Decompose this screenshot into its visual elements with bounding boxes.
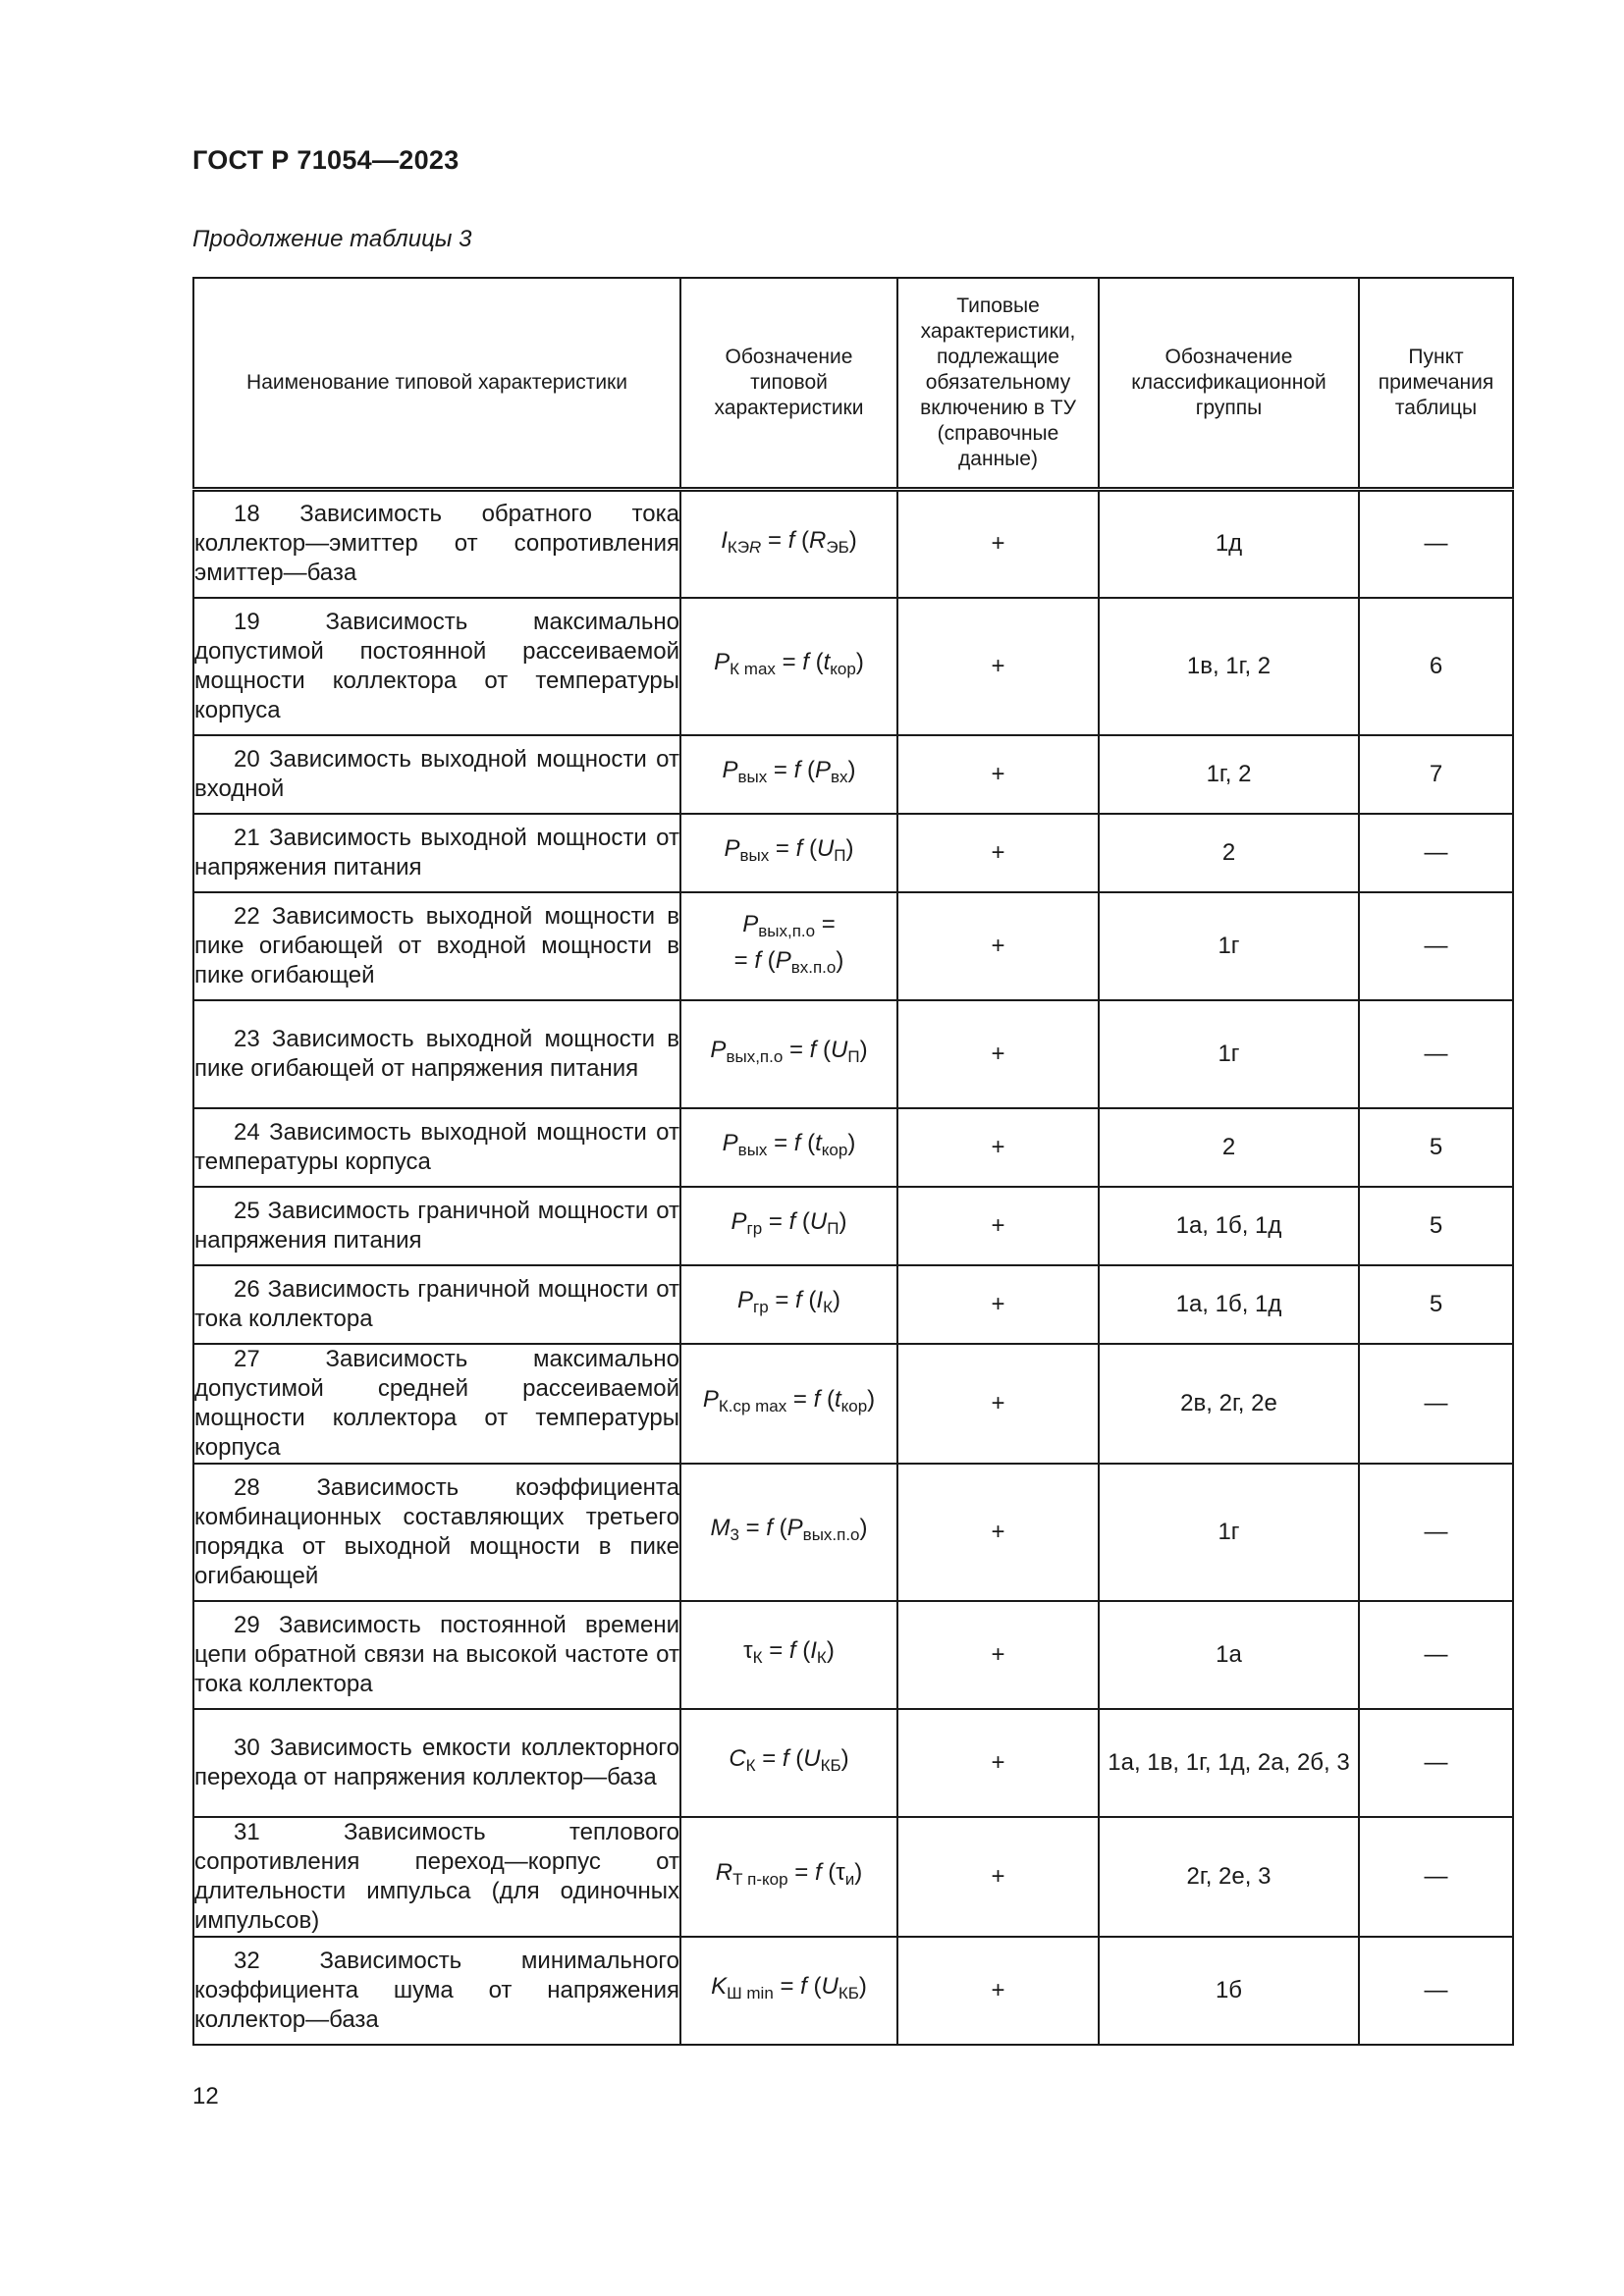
row-note-cell	[1359, 1187, 1513, 1265]
row-typical-cell	[897, 1709, 1099, 1817]
row-typical: +	[991, 1640, 1005, 1668]
table-row	[193, 598, 1513, 735]
table-row	[193, 1265, 1513, 1344]
row-name-cell	[193, 1601, 680, 1709]
row-designation-cell	[680, 1108, 897, 1187]
row-note: 7	[1429, 760, 1443, 787]
row-group-cell	[1099, 598, 1359, 735]
row-group: 1г	[1218, 932, 1240, 959]
row-name-cell	[193, 892, 680, 1000]
row-name-cell	[193, 598, 680, 735]
row-name-cell	[193, 1937, 680, 2045]
row-note: 5	[1429, 1290, 1443, 1317]
row-name: Зависимость минимального коэффициента шума от напряжения коллектор—база	[194, 1947, 680, 2033]
table-row	[193, 892, 1513, 1000]
row-designation-cell	[680, 1937, 897, 2045]
row-typical-cell	[897, 1265, 1099, 1344]
row-group: 2	[1221, 838, 1236, 866]
row-typical: +	[991, 760, 1005, 787]
row-group: 1г, 2	[1206, 760, 1252, 787]
row-name-cell	[193, 1817, 680, 1937]
characteristics-table	[192, 277, 1514, 2046]
row-group-cell	[1099, 814, 1359, 892]
row-number: 24	[234, 1118, 260, 1146]
row-name: Зависимость выходной мощности в пике огибающей от входной мощности в пике огибающей	[194, 902, 679, 988]
row-name-cell	[193, 490, 680, 598]
row-typical: +	[991, 1748, 1005, 1776]
row-number: 31	[234, 1818, 260, 1845]
row-designation-cell	[680, 1344, 897, 1464]
column-header-name: Наименование типовой характеристики	[193, 278, 680, 490]
row-typical: +	[991, 1133, 1005, 1160]
row-typical: +	[991, 1518, 1005, 1545]
row-typical-cell	[897, 1187, 1099, 1265]
row-designation: $P_{вых} = f$ $(P_{вх})$	[722, 757, 856, 786]
row-typical: +	[991, 838, 1005, 866]
row-note: —	[1424, 530, 1448, 558]
row-name: Зависимость постоянной времени цепи обратной связи на высокой частоте от тока коллектора	[194, 1611, 679, 1697]
row-note-cell	[1359, 1709, 1513, 1817]
row-group-cell	[1099, 1601, 1359, 1709]
row-note: —	[1424, 1389, 1448, 1416]
row-typical-cell	[897, 490, 1099, 598]
row-typical: +	[991, 652, 1005, 679]
row-group-cell	[1099, 1817, 1359, 1937]
row-name: Зависимость выходной мощности от температуры корпуса	[194, 1118, 679, 1175]
row-group-cell	[1099, 1187, 1359, 1265]
row-typical-cell	[897, 1344, 1099, 1464]
row-designation: $P_{вых,п.о}$ = = f $(P_{вх.п.о})$	[733, 910, 844, 977]
row-designation: $\tau_К = f$ $(I_К)$	[743, 1637, 835, 1667]
row-note: 5	[1429, 1133, 1443, 1160]
table-row	[193, 490, 1513, 598]
column-header-typical: Типовые характеристики, подлежащие обязательному включению в ТУ (справочные данные)	[897, 278, 1099, 490]
row-group-cell	[1099, 1709, 1359, 1817]
row-typical: +	[991, 530, 1005, 558]
row-note: —	[1424, 1040, 1448, 1067]
row-designation-cell	[680, 1000, 897, 1108]
row-group: 1г	[1218, 1040, 1240, 1067]
row-group: 1а	[1216, 1640, 1242, 1668]
row-designation-cell	[680, 1817, 897, 1937]
row-name: Зависимость граничной мощности от напряжения питания	[194, 1197, 680, 1254]
row-designation-cell	[680, 1709, 897, 1817]
row-note-cell	[1359, 1601, 1513, 1709]
row-group-cell	[1099, 1464, 1359, 1601]
row-note: —	[1424, 932, 1448, 959]
row-typical-cell	[897, 892, 1099, 1000]
row-note-cell	[1359, 1817, 1513, 1937]
row-name: Зависимость граничной мощности от тока коллектора	[194, 1275, 680, 1332]
table-row	[193, 814, 1513, 892]
row-typical: +	[991, 1976, 1005, 2003]
page-number: 12	[192, 2083, 219, 2109]
row-group: 1д	[1215, 530, 1243, 558]
row-group: 1а, 1б, 1д	[1175, 1211, 1282, 1239]
row-name-cell	[193, 1265, 680, 1344]
row-typical: +	[991, 932, 1005, 959]
row-designation: $P_{вых} = f$ $(U_П)$	[724, 835, 854, 865]
row-name: Зависимость максимально допустимой средней рассеиваемой мощности коллектора от температуры корпуса	[194, 1345, 679, 1461]
table-row	[193, 1937, 1513, 2045]
row-group: 1а, 1б, 1д	[1175, 1290, 1282, 1317]
row-name-cell	[193, 1108, 680, 1187]
row-designation: $R_{Т п-кор} = f$ $(\tau_и)$	[715, 1859, 863, 1889]
table-row	[193, 1464, 1513, 1601]
row-group-cell	[1099, 1000, 1359, 1108]
row-note: —	[1424, 838, 1448, 866]
row-designation-cell	[680, 1265, 897, 1344]
row-number: 27	[234, 1345, 260, 1372]
row-group: 2г, 2е, 3	[1186, 1862, 1272, 1890]
row-note-cell	[1359, 1464, 1513, 1601]
row-note-cell	[1359, 892, 1513, 1000]
row-number: 30	[234, 1734, 260, 1761]
row-note: 6	[1429, 652, 1443, 679]
row-name-cell	[193, 1709, 680, 1817]
row-note: —	[1424, 1862, 1448, 1890]
table-row	[193, 735, 1513, 814]
row-designation-cell	[680, 490, 897, 598]
row-number: 23	[234, 1025, 260, 1052]
row-group: 1г	[1218, 1518, 1240, 1545]
row-number: 21	[234, 824, 260, 851]
row-group: 1б	[1215, 1976, 1243, 2003]
row-typical: +	[991, 1290, 1005, 1317]
row-group-cell	[1099, 1265, 1359, 1344]
row-name: Зависимость выходной мощности от напряжения питания	[194, 824, 679, 881]
table-row	[193, 1601, 1513, 1709]
row-designation: $M_3 = f$ $(P_{вых.п.о})$	[710, 1515, 868, 1544]
table-header-row	[193, 278, 1513, 490]
row-group-cell	[1099, 735, 1359, 814]
row-designation: $P_{К.ср max} = f$ $(t_{кор})$	[702, 1386, 876, 1415]
row-typical-cell	[897, 1937, 1099, 2045]
row-group-cell	[1099, 892, 1359, 1000]
row-note-cell	[1359, 490, 1513, 598]
row-typical: +	[991, 1040, 1005, 1067]
row-note-cell	[1359, 1265, 1513, 1344]
row-designation-cell	[680, 892, 897, 1000]
row-number: 19	[234, 608, 260, 635]
row-designation-cell	[680, 598, 897, 735]
column-header-group: Обозначение классификационной группы	[1099, 278, 1359, 490]
row-number: 28	[234, 1473, 260, 1501]
row-note-cell	[1359, 1344, 1513, 1464]
row-name-cell	[193, 814, 680, 892]
row-typical-cell	[897, 598, 1099, 735]
row-number: 32	[234, 1947, 260, 1974]
table-caption: Продолжение таблицы 3	[192, 226, 472, 252]
row-typical: +	[991, 1862, 1005, 1890]
row-designation-cell	[680, 735, 897, 814]
row-note: 5	[1429, 1211, 1443, 1239]
table-row	[193, 1817, 1513, 1937]
row-group-cell	[1099, 1344, 1359, 1464]
row-designation: $P_{гр} = f$ $(U_П)$	[731, 1208, 847, 1238]
row-group: 2	[1221, 1133, 1236, 1160]
row-typical-cell	[897, 1464, 1099, 1601]
table-row	[193, 1187, 1513, 1265]
row-number: 18	[234, 501, 260, 528]
row-group-cell	[1099, 1108, 1359, 1187]
row-name-cell	[193, 1187, 680, 1265]
row-note: —	[1424, 1976, 1448, 2003]
row-typical-cell	[897, 1108, 1099, 1187]
row-designation: $P_{вых,п.о} = f$ $(U_П)$	[710, 1037, 868, 1066]
row-typical-cell	[897, 1601, 1099, 1709]
row-note-cell	[1359, 814, 1513, 892]
row-number: 25	[234, 1197, 260, 1224]
table-row	[193, 1108, 1513, 1187]
row-typical: +	[991, 1211, 1005, 1239]
table-row	[193, 1000, 1513, 1108]
row-name: Зависимость коэффициента комбинационных составляющих третьего порядка от выходной мощности в пике огибающей	[194, 1473, 679, 1589]
row-group: 1а, 1в, 1г, 1д, 2а, 2б, 3	[1108, 1748, 1350, 1776]
row-designation: $I_{КЭR} = f$ $(R_{ЭБ})$	[721, 526, 857, 557]
column-header-designation: Обозначение типовой характеристики	[680, 278, 897, 490]
row-typical-cell	[897, 1000, 1099, 1108]
row-name-cell	[193, 1000, 680, 1108]
row-designation-cell	[680, 814, 897, 892]
row-name-cell	[193, 1344, 680, 1464]
row-note-cell	[1359, 1937, 1513, 2045]
row-number: 29	[234, 1611, 260, 1638]
row-group: 2в, 2г, 2е	[1180, 1389, 1277, 1416]
row-group-cell	[1099, 490, 1359, 598]
row-number: 22	[234, 902, 260, 930]
row-typical-cell	[897, 814, 1099, 892]
row-designation-cell	[680, 1464, 897, 1601]
row-name-cell	[193, 735, 680, 814]
row-designation-cell	[680, 1187, 897, 1265]
row-note: —	[1424, 1748, 1448, 1776]
row-name: Зависимость теплового сопротивления переход—корпус от длительности импульса (для одиночных импульсов)	[194, 1818, 679, 1934]
row-note-cell	[1359, 1000, 1513, 1108]
document-code: ГОСТ Р 71054—2023	[192, 145, 460, 175]
row-designation: $K_{Ш min} = f$ $(U_{КБ})$	[711, 1973, 867, 2002]
row-designation: $P_{К max} = f$ $(t_{кор})$	[714, 649, 864, 678]
row-name: Зависимость обратного тока коллектор—эмиттер от сопротивления эмиттер—база	[194, 501, 679, 587]
row-note-cell	[1359, 735, 1513, 814]
row-note-cell	[1359, 1108, 1513, 1187]
row-typical: +	[991, 1389, 1005, 1416]
row-number: 20	[234, 745, 260, 773]
row-designation: $P_{гр} = f$ $(I_К)$	[737, 1287, 840, 1316]
column-header-note: Пункт примечания таблицы	[1359, 278, 1513, 490]
row-designation: $C_К = f$ $(U_{КБ})$	[729, 1745, 849, 1775]
row-designation: $P_{вых} = f$ $(t_{кор})$	[722, 1130, 856, 1159]
row-note: —	[1424, 1640, 1448, 1668]
row-designation-cell	[680, 1601, 897, 1709]
row-name: Зависимость емкости коллекторного перехода от напряжения коллектор—база	[194, 1734, 679, 1790]
row-name: Зависимость максимально допустимой постоянной рассеиваемой мощности коллектора от температуры корпуса	[194, 608, 679, 723]
row-number: 26	[234, 1275, 260, 1303]
table-row	[193, 1344, 1513, 1464]
row-group: 1в, 1г, 2	[1186, 652, 1272, 679]
row-typical-cell	[897, 1817, 1099, 1937]
row-note-cell	[1359, 598, 1513, 735]
row-name: Зависимость выходной мощности от входной	[194, 745, 679, 802]
row-group-cell	[1099, 1937, 1359, 2045]
row-typical-cell	[897, 735, 1099, 814]
table-row	[193, 1709, 1513, 1817]
row-name: Зависимость выходной мощности в пике огибающей от напряжения питания	[194, 1025, 679, 1082]
row-name-cell	[193, 1464, 680, 1601]
row-note: —	[1424, 1518, 1448, 1545]
